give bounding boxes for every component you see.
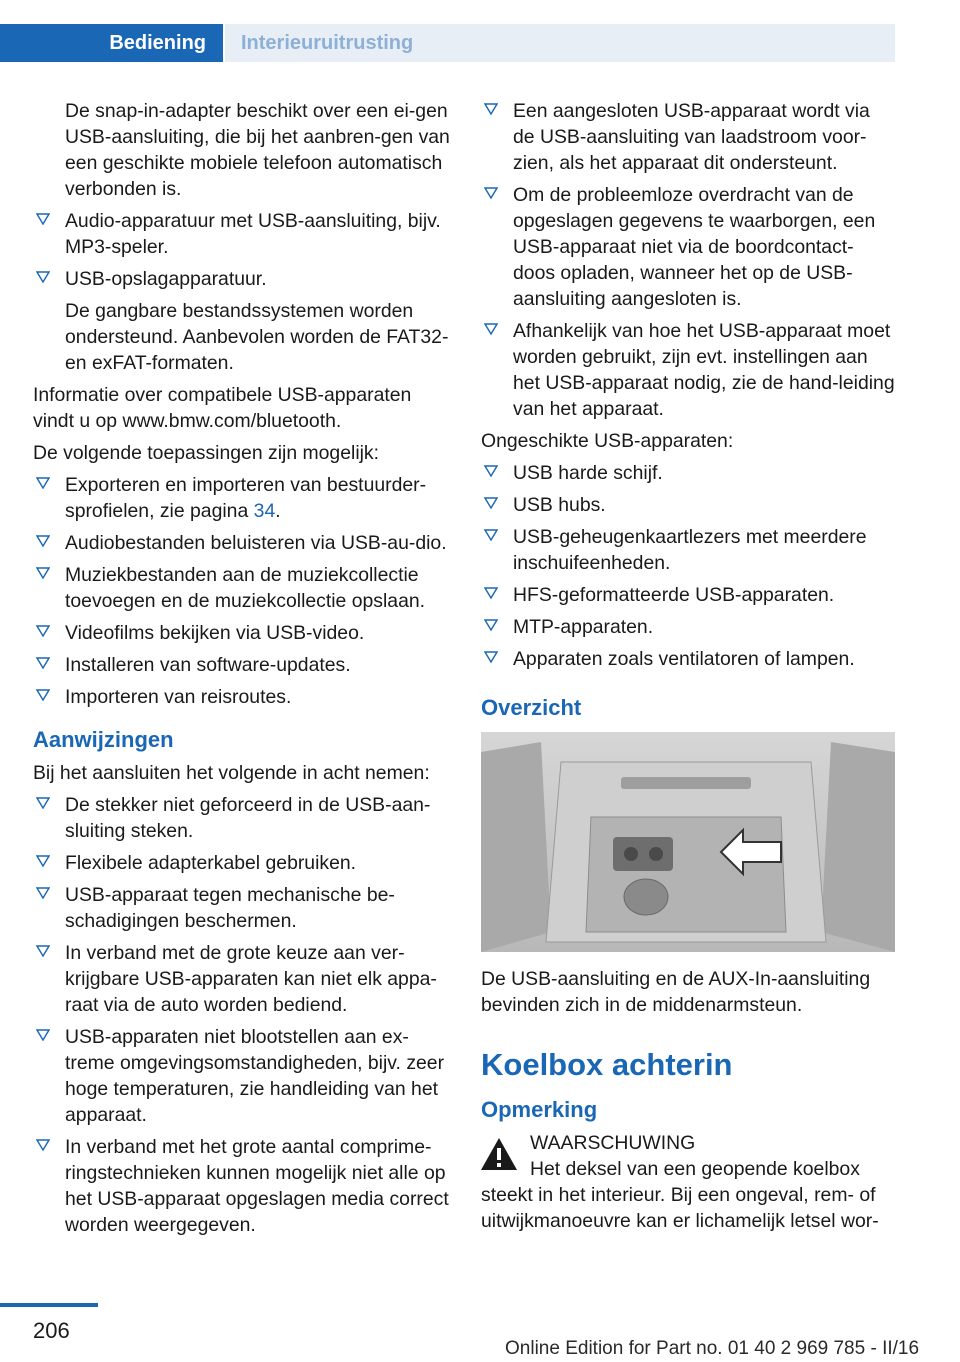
list-item bbox=[33, 266, 451, 376]
list-item bbox=[33, 562, 451, 614]
footer-rule bbox=[0, 1303, 98, 1307]
list-item-subtext: De gangbare bestandssystemen worden ondersteund. Aanbevolen worden de FAT32- en exFAT-formaten. bbox=[65, 300, 449, 374]
list-item bbox=[33, 1134, 451, 1238]
list-item bbox=[33, 530, 451, 556]
list-item-text: In verband met de grote keuze aan ver-krijgbare USB-apparaten kan niet elk appa-raat via de auto worden bediend. bbox=[65, 942, 437, 1016]
list-item bbox=[33, 684, 451, 710]
list-item-text: Flexibele adapterkabel gebruiken. bbox=[65, 852, 357, 874]
left-column bbox=[33, 98, 451, 1244]
bullet-triangle-icon bbox=[36, 796, 50, 810]
page-link[interactable]: 34 bbox=[253, 500, 276, 522]
list-item-text: De stekker niet geforceerd in de USB-aan-sluiting steken. bbox=[65, 794, 431, 842]
bullet-triangle-icon bbox=[36, 1138, 50, 1152]
bullet-triangle-icon bbox=[36, 270, 50, 284]
warning-title: WAARSCHUWING bbox=[530, 1132, 696, 1154]
list-item-text: HFS-geformatteerde USB-apparaten. bbox=[513, 584, 835, 606]
list-item-text: USB harde schijf. bbox=[513, 462, 663, 484]
list-item-text: Apparaten zoals ventilatoren of lampen. bbox=[513, 648, 855, 670]
bullet-triangle-icon bbox=[484, 586, 498, 600]
list-item bbox=[33, 652, 451, 678]
list-item bbox=[481, 524, 895, 576]
list-item bbox=[33, 620, 451, 646]
notes-list bbox=[33, 792, 451, 1238]
header-tabs bbox=[0, 24, 895, 62]
list-item-text: Om de probleemloze overdracht van de opgeslagen gegevens te waarborgen, een USB-apparaat niet via de boordcontact-doos opladen, wanneer het op de USB-aansluiting aangesloten is. bbox=[513, 184, 876, 310]
list-item-text: Audio-apparatuur met USB-aansluiting, bijv. MP3-speler. bbox=[65, 210, 441, 258]
armrest-illustration bbox=[481, 732, 895, 952]
bullet-triangle-icon bbox=[36, 624, 50, 638]
list-item bbox=[481, 318, 895, 422]
list-item bbox=[33, 472, 451, 524]
bullet-triangle-icon bbox=[36, 656, 50, 670]
bullet-triangle-icon bbox=[36, 566, 50, 580]
bullet-triangle-icon bbox=[484, 322, 498, 336]
tab-interieuruitrusting[interactable]: Interieuruitrusting bbox=[225, 24, 895, 62]
notes-intro: Bij het aansluiten het volgende in acht nemen: bbox=[33, 762, 430, 784]
list-item bbox=[33, 792, 451, 844]
heading-koelbox: Koelbox achterin bbox=[481, 1047, 733, 1082]
list-item-text: Exporteren en importeren van bestuurder-sprofielen, zie pagina bbox=[65, 474, 427, 522]
list-item-text: Afhankelijk van hoe het USB-apparaat moet worden gebruikt, zijn evt. instellingen aan het USB-apparaat nodig, zie de hand-leiding van het apparaat. bbox=[513, 320, 895, 420]
apps-list bbox=[33, 472, 451, 710]
right-column bbox=[481, 98, 895, 1240]
list-item bbox=[481, 492, 895, 518]
bullet-triangle-icon bbox=[36, 886, 50, 900]
list-item-text: USB hubs. bbox=[513, 494, 606, 516]
bullet-triangle-icon bbox=[36, 1028, 50, 1042]
list-item bbox=[481, 98, 895, 176]
bullet-triangle-icon bbox=[484, 528, 498, 542]
warning-icon bbox=[479, 1136, 519, 1172]
tab-bediening[interactable]: Bediening bbox=[0, 24, 223, 62]
bullet-triangle-icon bbox=[36, 476, 50, 490]
list-item bbox=[481, 182, 895, 312]
unsuitable-list bbox=[481, 460, 895, 672]
page-number: 206 bbox=[33, 1318, 70, 1343]
bullet-triangle-icon bbox=[36, 854, 50, 868]
apps-intro: De volgende toepassingen zijn mogelijk: bbox=[33, 442, 380, 464]
list-item-text: Installeren van software-updates. bbox=[65, 654, 351, 676]
list-item-text: Videofilms bekijken via USB-video. bbox=[65, 622, 365, 644]
list-item-text: MTP-apparaten. bbox=[513, 616, 654, 638]
list-item bbox=[33, 882, 451, 934]
bullet-triangle-icon bbox=[484, 496, 498, 510]
bullet-triangle-icon bbox=[36, 688, 50, 702]
warning-body: Het deksel van een geopende koelbox steekt in het interieur. Bij een ongeval, rem- of uitwijkmanoeuvre kan er lichamelijk letsel wor- bbox=[481, 1158, 879, 1232]
bullet-triangle-icon bbox=[484, 618, 498, 632]
usb-notes-list bbox=[481, 98, 895, 422]
list-item-text: Een aangesloten USB-apparaat wordt via de USB-aansluiting van laadstroom voor-zien, als het apparaat dit ondersteunt. bbox=[513, 100, 870, 174]
list-item bbox=[481, 614, 895, 640]
info-paragraph: Informatie over compatibele USB-apparaten vindt u op www.bmw.com/bluetooth. bbox=[33, 384, 412, 432]
photo-caption: De USB-aansluiting en de AUX-In-aansluiting bevinden zich in de middenarmsteun. bbox=[481, 968, 871, 1016]
intro-paragraph: De snap-in-adapter beschikt over een ei-gen USB-aansluiting, die bij het aanbren-gen van een geschikte mobiele telefoon automatisch verbonden is. bbox=[65, 100, 450, 200]
warning-block bbox=[481, 1130, 895, 1156]
bullet-triangle-icon bbox=[484, 464, 498, 478]
list-item-text: Audiobestanden beluisteren via USB-au-dio. bbox=[65, 532, 447, 554]
bullet-triangle-icon bbox=[484, 102, 498, 116]
list-item bbox=[33, 208, 451, 260]
heading-aanwijzingen: Aanwijzingen bbox=[33, 727, 174, 752]
list-item bbox=[33, 850, 451, 876]
unsuitable-intro: Ongeschikte USB-apparaten: bbox=[481, 430, 734, 452]
edition-text: Online Edition for Part no. 01 40 2 969 785 - II/16 bbox=[505, 1338, 920, 1359]
heading-opmerking: Opmerking bbox=[481, 1097, 598, 1122]
heading-overzicht: Overzicht bbox=[481, 695, 582, 720]
bullet-triangle-icon bbox=[484, 650, 498, 664]
device-list bbox=[33, 208, 451, 376]
list-item-text: USB-opslagapparatuur. bbox=[65, 268, 267, 290]
list-item-text: In verband met het grote aantal comprime-ringstechnieken kunnen mogelijk niet alle op het USB-apparaat opgeslagen media correct worden weergegeven. bbox=[65, 1136, 449, 1236]
list-item bbox=[481, 460, 895, 486]
bullet-triangle-icon bbox=[484, 186, 498, 200]
list-item-text: USB-apparaten niet blootstellen aan ex-treme omgevingsomstandigheden, bijv. zeer hoge temperaturen, zie handleiding van het apparaat. bbox=[65, 1026, 445, 1126]
list-item-text: USB-geheugenkaartlezers met meerdere inschuifeenheden. bbox=[513, 526, 867, 574]
bullet-triangle-icon bbox=[36, 944, 50, 958]
list-item bbox=[481, 646, 895, 672]
bullet-triangle-icon bbox=[36, 534, 50, 548]
list-item bbox=[481, 582, 895, 608]
list-item bbox=[33, 940, 451, 1018]
list-item bbox=[33, 1024, 451, 1128]
list-item-punct: . bbox=[275, 500, 281, 522]
bullet-triangle-icon bbox=[36, 212, 50, 226]
armrest-usb-photo bbox=[481, 732, 895, 952]
list-item-text: Importeren van reisroutes. bbox=[65, 686, 292, 708]
list-item-text: Muziekbestanden aan de muziekcollectie toevoegen en de muziekcollectie opslaan. bbox=[65, 564, 426, 612]
list-item-text: USB-apparaat tegen mechanische be-schadigingen beschermen. bbox=[65, 884, 395, 932]
